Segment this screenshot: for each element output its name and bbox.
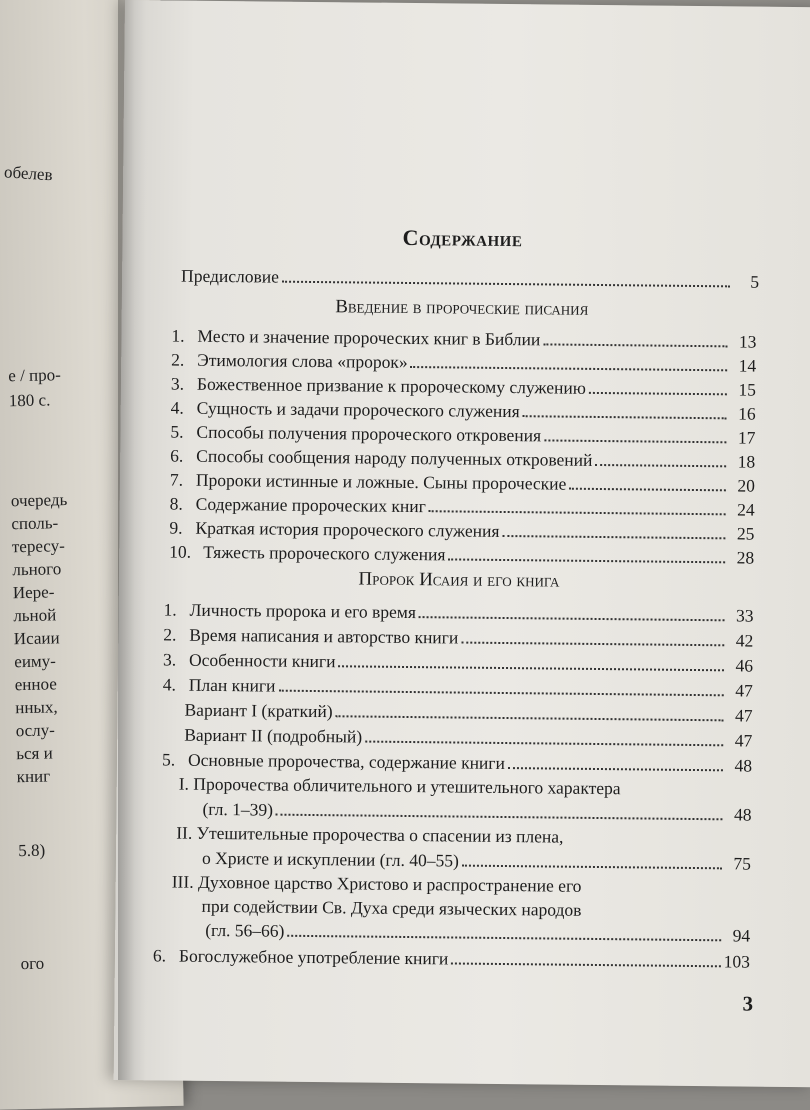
toc-subentry [179,773,621,800]
section-heading-isaiah: Пророк Исаия и его книга [358,568,560,592]
toc-entry-label: (гл. 1–39) [202,798,274,820]
toc-entry-label: Особенности книги [188,649,336,672]
dot-leader [569,484,726,492]
toc-entry-number: 5. [170,421,184,442]
toc-entry-number: 2. [171,349,185,370]
toc-entry-page: 25 [736,523,755,544]
toc-entry-label: Способы получения пророческого откровения [196,421,542,446]
page-number: 3 [742,991,754,1016]
toc-entry-label: Основные пророчества, содержание книги [187,749,506,774]
dot-leader [411,362,728,371]
dot-leader [419,612,725,621]
toc-entry-number: 2. [163,624,177,645]
left-text-fragment: очередь [10,490,68,511]
toc-entry-number: 3. [170,373,185,394]
left-text-fragment: 180 с. [8,390,51,411]
toc-entry [163,623,753,651]
toc-entry [171,397,756,425]
toc-entry [170,421,755,449]
dot-leader [365,737,723,747]
toc-subentry [172,871,582,897]
toc-entry-page: 20 [737,475,756,496]
dot-leader [282,277,730,288]
toc-entry-page: 15 [738,379,757,400]
dot-leader [508,763,723,771]
dot-leader [451,958,720,967]
toc-entry-page: 16 [738,403,756,424]
dot-leader [429,506,726,515]
toc-entry-page: 5 [750,271,760,292]
toc-entry-page: 46 [735,655,754,676]
left-text-fragment: ослу- [15,720,56,741]
toc-entry [180,699,752,727]
toc-entry [153,944,750,972]
left-text-fragment: е / про- [8,365,62,386]
left-text-fragment: тересу- [11,536,66,557]
toc-entry-label: Способы сообщения народу полученных откровений [196,445,593,470]
toc-entry-number: 7. [169,469,184,490]
toc-entry-page: 33 [735,605,754,626]
toc-entry-label: Место и значение пророческих книг в Библии [197,325,541,350]
toc-entry-number: 6. [170,445,184,466]
left-text-fragment: споль- [11,513,59,534]
dot-leader [287,931,721,942]
dot-leader [276,810,723,821]
contents-page [114,0,810,1087]
toc-entry-label: Пророки истинные и ложные. Сыны пророческие [195,469,567,494]
toc-entry-label: Личность пророка и его время [189,599,417,623]
toc-entry [171,325,756,353]
toc-entry [201,919,750,947]
toc-entry-label: Утешительные пророчества о спасении из плена, [196,822,564,847]
toc-entry [171,373,756,401]
toc-entry-page: 13 [738,331,757,352]
toc-entry-label: Вариант II (подробный) [184,724,363,747]
toc-entry [163,673,753,701]
toc-entry-number: 4. [162,674,177,695]
toc-entry-label: Богослужебное употребление книги [178,945,449,969]
toc-entry-page: 94 [732,925,751,946]
toc-entry-number: II. [176,822,193,843]
left-text-fragment: льного [12,559,62,580]
left-text-fragment: ься и [16,743,53,764]
dot-leader [462,861,722,870]
toc-entry-page: 48 [733,804,752,825]
toc-entry-number: 3. [162,649,177,670]
toc-entry-number: 4. [170,397,184,418]
toc-entry-page: 14 [738,355,757,376]
dot-leader [338,661,724,671]
toc-entry-number: 8. [169,493,183,514]
toc-entry [171,349,756,377]
toc-subentry [176,822,563,848]
section-heading-introduction: Введение в пророческие писания [335,296,589,320]
toc-entry-label: Краткая история пророческого служения [195,517,500,541]
toc-entry-label: Пророчества обличительного и утешительного характера [193,773,621,799]
dot-leader [523,411,727,419]
toc-entry [170,444,755,472]
toc-entry-page: 47 [735,680,753,701]
toc-entry-page: 48 [734,755,753,776]
toc-entry [198,798,751,826]
left-text-fragment: ого [20,953,45,974]
toc-entry-number: I. [178,773,190,794]
toc-entry-number: 6. [152,945,167,966]
toc-entry-label: План книги [188,674,276,696]
toc-entry [180,724,752,752]
toc-entry [170,468,755,496]
toc-entry-page: 47 [734,705,753,726]
toc-subentry-continuation: при содействии Св. Духа среди языческих народов [201,895,582,920]
toc-entry-label: Содержание пророческих книг [195,493,426,517]
toc-entry-page: 103 [723,951,751,972]
toc-entry-number: 10. [169,541,192,562]
toc-entry-number: III. [171,871,194,892]
left-text-fragment: 5.8) [18,840,46,861]
toc-entry [169,516,754,544]
toc-entry [164,598,754,626]
toc-entry-number: 1. [163,599,177,620]
left-text-fragment: нных, [15,697,58,718]
left-text-fragment: обелев [3,162,54,185]
dot-leader [544,435,726,443]
left-text-fragment: льной [13,605,57,626]
toc-entry-number: 1. [171,325,185,346]
toc-entry-label: Сущность и задачи пророческого служения [196,397,520,422]
dot-leader [595,460,726,467]
toc-entry [163,648,753,676]
left-text-fragment: еиму- [14,651,57,672]
dot-leader [589,388,727,395]
left-text-fragment: Исаии [13,628,60,649]
toc-entry-preface [177,265,759,293]
page-title: Содержание [402,224,523,252]
dot-leader [502,531,725,539]
left-text-fragment: Иере- [12,582,55,603]
toc-entry [198,847,751,875]
dot-leader [278,686,723,697]
toc-entry-number: 9. [169,517,183,538]
toc-entry [170,492,755,520]
toc-entry-page: 18 [737,451,756,472]
toc-entry-page: 42 [735,630,754,651]
toc-entry-label: Этимология слова «пророк» [197,349,408,372]
toc-entry-page: 47 [734,730,753,751]
toc-entry-label: Духовное царство Христово и распространение его [197,871,582,896]
left-text-fragment: енное [14,674,57,695]
dot-leader [448,554,725,563]
left-text-fragment: книг [16,766,51,787]
toc-entry-page: 75 [733,853,752,874]
dot-leader [336,711,724,721]
toc-entry-page: 17 [737,427,756,448]
toc-entry-label: Предисловие [181,265,280,287]
toc-entry-page: 28 [736,547,755,568]
dot-leader [461,638,724,647]
toc-entry-label: Вариант I (краткий) [184,699,333,722]
toc-entry-label: Тяжесть пророческого служения [203,541,446,565]
toc-entry-label: (гл. 56–66) [205,919,285,941]
toc-entry [169,540,754,568]
toc-entry-label: о Христе и искуплении (гл. 40–55) [201,847,459,871]
toc-entry-label: Время написания и авторство книги [189,624,459,648]
toc-entry-label: Божественное призвание к пророческому служению [196,373,586,398]
dot-leader [543,339,727,347]
toc-entry-number: 5. [161,749,176,770]
toc-entry-page: 24 [737,499,755,520]
